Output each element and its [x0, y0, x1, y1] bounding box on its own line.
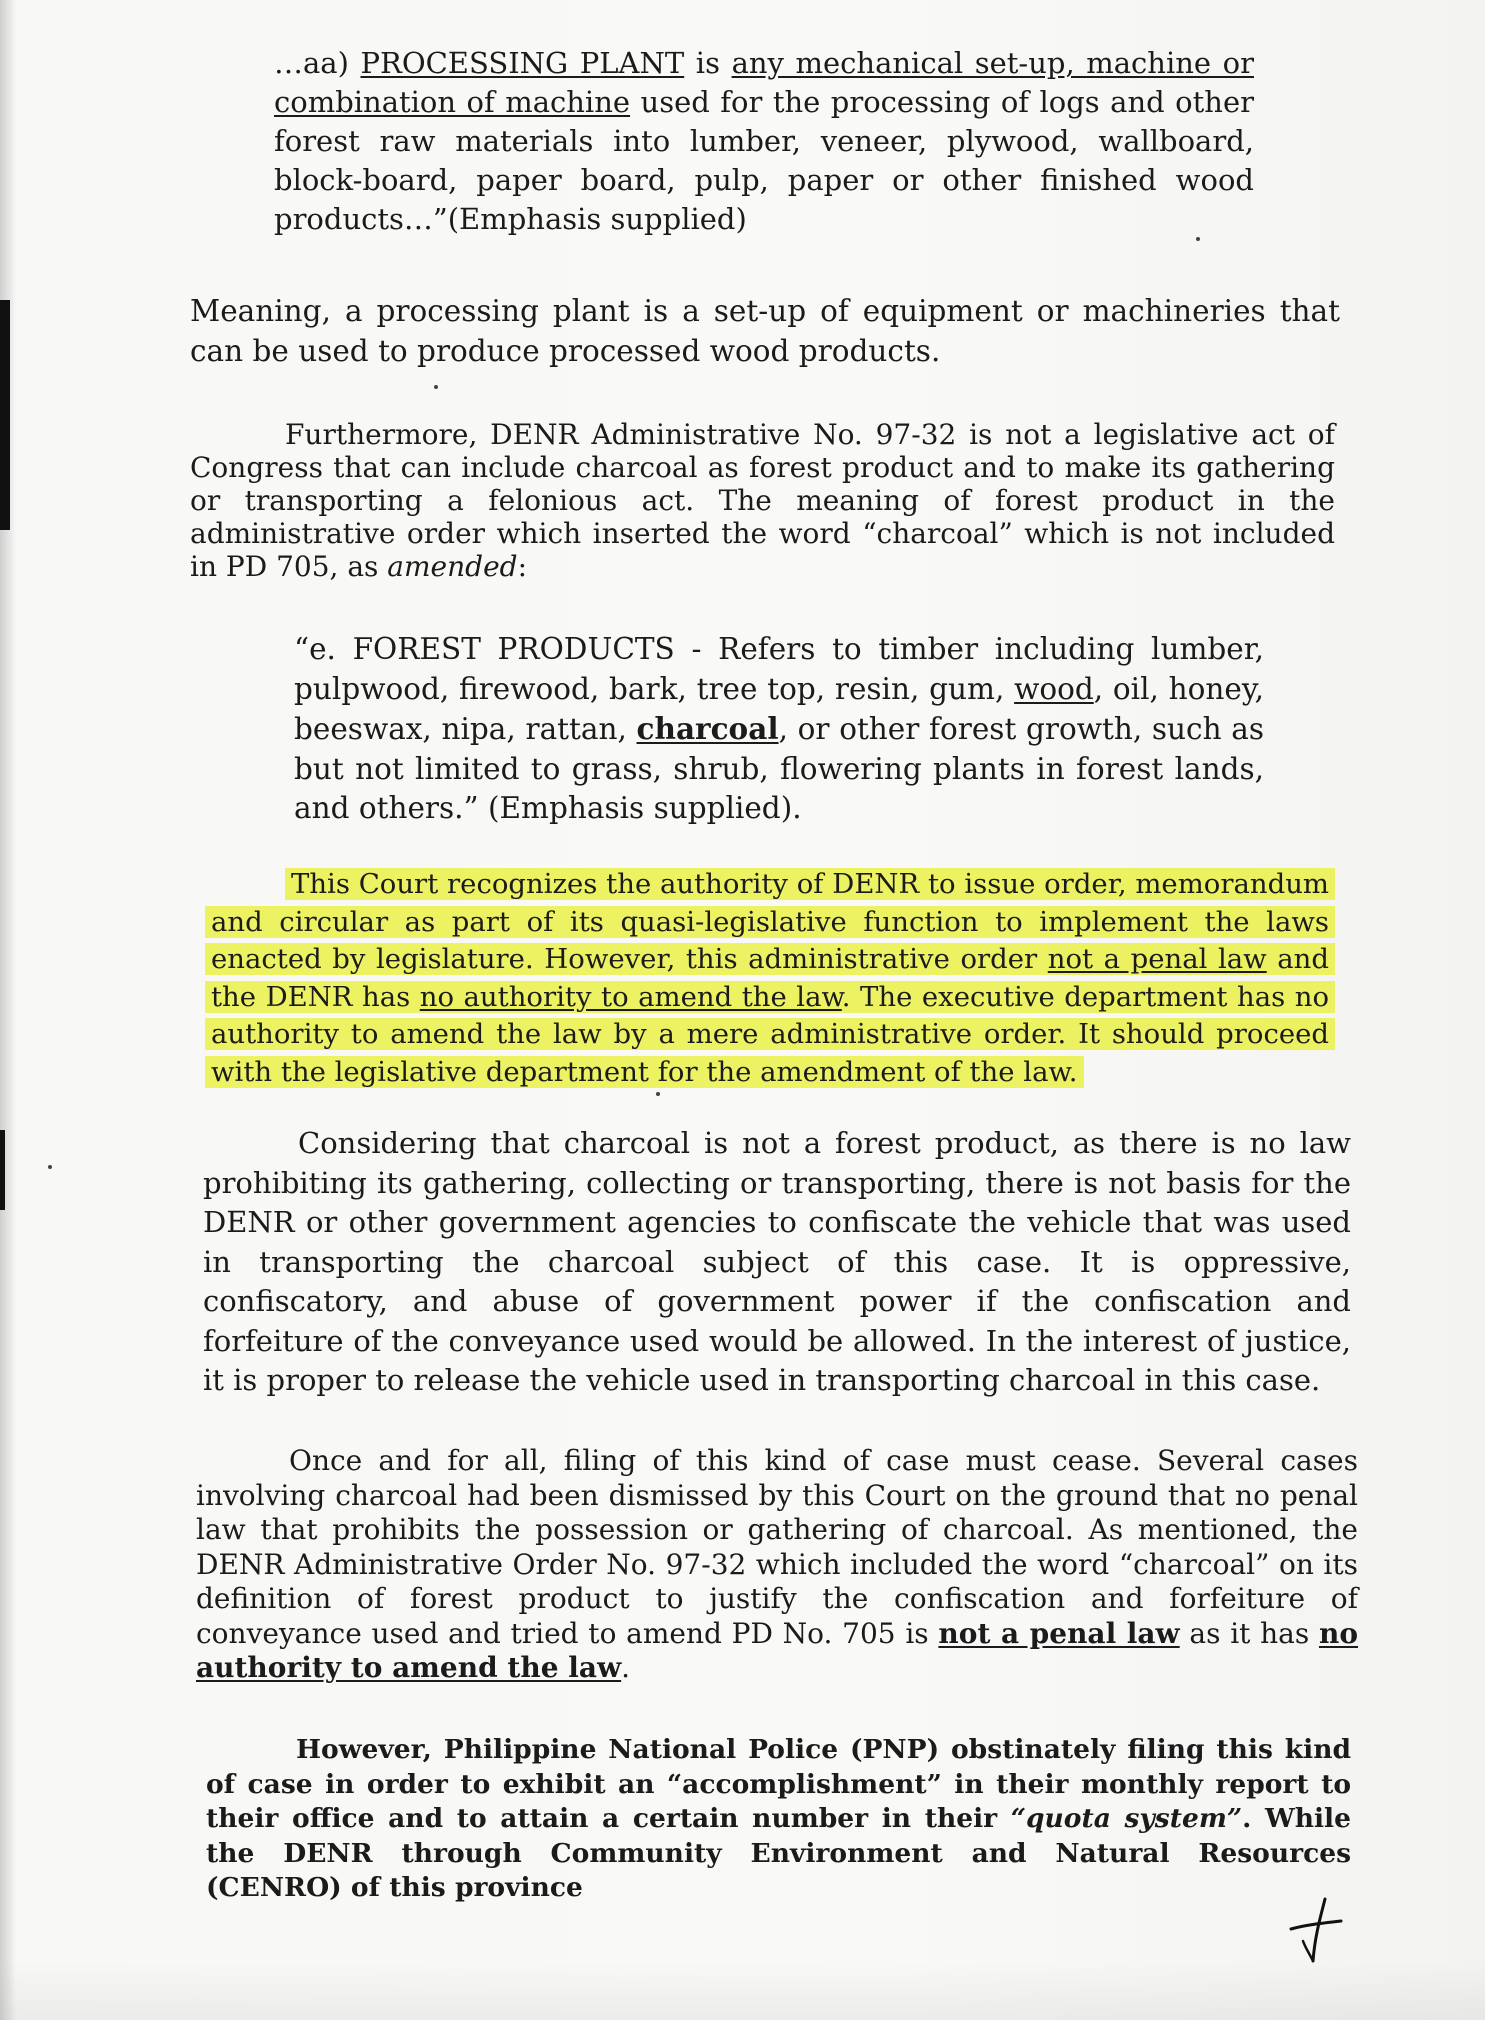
scan-speck [656, 1092, 660, 1096]
quote-e-part1: - Refers to timber including lumber, pulpwood, firewood, bark, tree top, resin, gum, [294, 632, 1264, 706]
processing-plant-definition-emphasis: any mechanical set-up, machine or combination of machine [274, 46, 1254, 119]
furthermore-colon: : [517, 550, 527, 583]
quote-aa-rest: used for the processing of logs and other forest raw materials into lumber, veneer, plywood, wallboard, block-board, paper board, pulp, paper or other finished wood products…”(Emphasis supplied) [274, 85, 1254, 236]
quote-e-part2: , oil, honey, beeswax, nipa, rattan, [294, 671, 1265, 746]
once-part3: . [621, 1651, 631, 1684]
court-authority-paragraph [205, 866, 1335, 1091]
quota-system-emphasis: “quota system” [1010, 1803, 1243, 1834]
meaning-paragraph: Meaning, a processing plant is a set-up of equipment or machineries that can be used to produce processed wood products. [190, 294, 1340, 368]
edge-shadow-mark [0, 1130, 5, 1210]
furthermore-paragraph [190, 418, 1335, 583]
no-authority-emphasis: no authority to amend the law [196, 1616, 1359, 1684]
court-part1: This Court recognizes the authority of DENR to issue order, memorandum and circular as part of its quasi-legislative function to implement the laws enacted by legislature. However, this administrative order [211, 868, 1329, 975]
forest-products-term: FOREST PRODUCTS [352, 632, 675, 666]
quote-forest-products [294, 630, 1264, 829]
quote-aa-is: is [684, 46, 732, 80]
court-part2: and the DENR has [211, 943, 1329, 1013]
processing-plant-term: PROCESSING PLANT [360, 46, 685, 80]
scan-speck [434, 385, 438, 389]
no-authority-emphasis: no authority to amend the law [419, 980, 842, 1013]
scan-speck [1196, 237, 1200, 241]
however-part2: . While the DENR through Community Environment and Natural Resources (CENRO) of this province [206, 1803, 1351, 1903]
amended-italic: amended [387, 550, 518, 583]
charcoal-emphasis: charcoal [636, 711, 779, 746]
page-bottom-grain [0, 1960, 1485, 2020]
quote-e-lead: “e. [294, 632, 353, 666]
not-penal-law-emphasis: not a penal law [1047, 943, 1267, 975]
wood-emphasis: wood [1014, 671, 1094, 706]
however-part1: However, Philippine National Police (PNP) obstinately filing this kind of case in order to exhibit an “accomplishment” in their monthly report to their office and to attain a certain number in their [206, 1734, 1351, 1834]
quote-processing-plant [274, 44, 1254, 239]
once-part2: as it has [1179, 1616, 1319, 1650]
edge-shadow-mark [0, 300, 10, 530]
not-penal-law-emphasis: not a penal law [938, 1616, 1180, 1650]
considering-paragraph: Considering that charcoal is not a forest product, as there is no law prohibiting its gathering, collecting or transporting, there is not basis for the DENR or other government agencies to confiscate the vehicle that was used in transporting the charcoal subject of this case. It is oppressive, confiscatory, and abuse of government power if the confiscation and forfeiture of the conveyance used would be allowed. In the interest of justice, it is proper to release the vehicle used in transporting charcoal in this case. [203, 1126, 1351, 1397]
quote-e-part3: , or other forest growth, such as but not limited to grass, shrub, flowering plants in forest lands, and others.” (Emphasis supplied). [294, 712, 1264, 825]
once-part1: Once and for all, filing of this kind of case must cease. Several cases involving charcoal had been dismissed by this Court on the ground that no penal law that prohibits the possession or gathering of charcoal. As mentioned, the DENR Administrative Order No. 97-32 which included the word “charcoal” on its definition of forest product to justify the confiscation and forfeiture of conveyance used and tried to amend PD No. 705 is [196, 1444, 1358, 1650]
handwritten-initial-mark [1285, 1895, 1345, 1965]
however-paragraph [206, 1733, 1351, 1906]
quote-aa-prefix: …aa) [274, 46, 361, 80]
once-and-for-all-paragraph [196, 1444, 1358, 1686]
scan-speck [48, 1165, 52, 1169]
highlighted-text [205, 868, 1335, 1088]
furthermore-text: Furthermore, DENR Administrative No. 97-32 is not a legislative act of Congress that can include charcoal as forest product and to make its gathering or transporting a felonious act. The meaning of forest product in the administrative order which inserted the word “charcoal” which is not included in PD 705, as [190, 418, 1335, 583]
court-part3: . The executive department has no authority to amend the law by a mere administrative order. It should proceed with the legislative department for the amendment of the law. [211, 980, 1329, 1088]
